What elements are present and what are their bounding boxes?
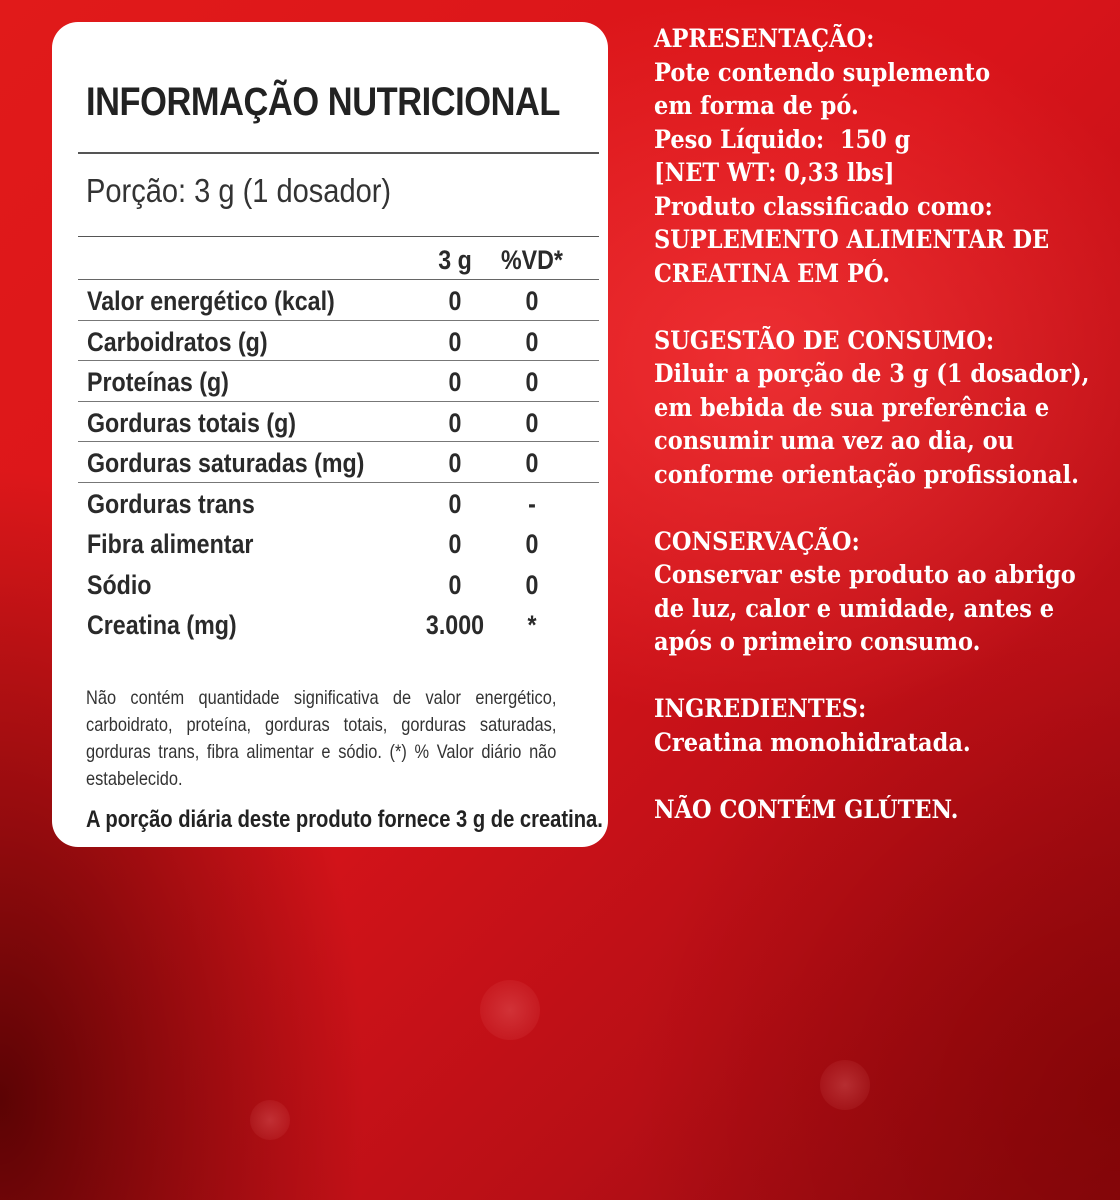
nutrition-facts-card [52,22,608,847]
row-vd: 0 [525,286,539,316]
row-amount: 0 [448,569,462,600]
info-line: em bebida de sua preferência e [654,392,1050,422]
row-label: Carboidratos (g) [87,326,268,357]
info-line: de luz, calor e umidade, antes e [654,593,1055,623]
row-label: Valor energético (kcal) [87,286,335,316]
divider [78,152,599,154]
row-amount: 0 [448,407,462,438]
section-heading: SUGESTÃO DE CONSUMO: [654,325,995,355]
table-row [78,442,599,483]
row-vd: 0 [525,407,539,438]
info-line: em forma de pó. [654,91,859,120]
section-heading: APRESENTAÇÃO: [654,24,875,53]
section-sugestao [654,324,1114,492]
background-glow [480,980,540,1040]
info-line: conforme orientação profissional. [654,459,1079,489]
row-vd: 0 [525,326,539,357]
info-line: Creatina monohidratada. [654,727,971,757]
row-label: Proteínas (g) [87,367,229,397]
row-vd: 0 [525,367,539,397]
info-line: Conservar este produto ao abrigo [654,560,1076,589]
table-row [78,321,599,362]
row-amount: 0 [448,529,462,559]
row-label: Sódio [87,569,152,600]
row-amount: 0 [448,448,462,478]
section-heading: CONSERVAÇÃO: [654,526,860,556]
info-line: SUPLEMENTO ALIMENTAR DE [654,225,1050,254]
table-row [78,604,599,645]
section-heading: INGREDIENTES: [654,694,867,723]
background-glow [250,1100,290,1140]
section-apresentacao [654,22,1114,290]
gluten-notice: NÃO CONTÉM GLÚTEN. [654,794,959,824]
row-amount: 0 [448,488,462,519]
column-header-vd: %VD* [501,245,563,275]
daily-portion-note: A porção diária deste produto fornece 3 g de creatina. [86,806,603,833]
nutrition-table [78,236,599,645]
info-line: Peso Líquido: 150 g [654,124,911,154]
row-label: Creatina (mg) [87,610,237,640]
table-row [78,280,599,321]
table-row [78,402,599,443]
row-vd: 0 [525,529,539,559]
column-header-amount: 3 g [438,245,472,275]
nutrition-title: INFORMAÇÃO NUTRICIONAL [86,80,561,124]
row-label: Gorduras trans [87,488,255,519]
table-header [78,236,599,280]
info-line: Produto classificado como: [654,191,993,221]
product-info [654,22,1114,860]
background-glow [820,1060,870,1110]
row-amount: 0 [448,326,462,357]
table-row [78,361,599,402]
row-vd: 0 [525,448,539,478]
info-line: [NET WT: 0,33 lbs] [654,158,895,187]
section-ingredientes [654,692,1114,759]
row-amount: 0 [448,367,462,397]
row-label: Fibra alimentar [87,529,254,559]
row-vd: * [527,610,537,640]
table-row [78,523,599,564]
row-amount: 3.000 [425,610,485,640]
row-label: Gorduras totais (g) [87,407,296,438]
info-line: Diluir a porção de 3 g (1 dosador), [654,359,1090,388]
section-gluten [654,793,1114,827]
table-row [78,483,599,524]
row-label: Gorduras saturadas (mg) [87,448,365,478]
section-conservacao [654,525,1114,659]
portion-text: Porção: 3 g (1 dosador) [86,172,392,209]
table-row [78,564,599,605]
row-amount: 0 [448,286,462,316]
info-line: Pote contendo suplemento [654,57,991,87]
row-vd: 0 [525,569,539,600]
info-line: após o primeiro consumo. [654,627,981,656]
info-line: consumir uma vez ao dia, ou [654,426,1015,455]
footnote: Não contém quantidade significativa de valor energético, carboidrato, proteína, gorduras totais, gorduras saturadas, gorduras trans, fibra alimentar e sódio. (*) % Valor diário não estabelecido. [86,687,557,790]
row-vd: - [528,488,536,519]
info-line: CREATINA EM PÓ. [654,258,891,288]
